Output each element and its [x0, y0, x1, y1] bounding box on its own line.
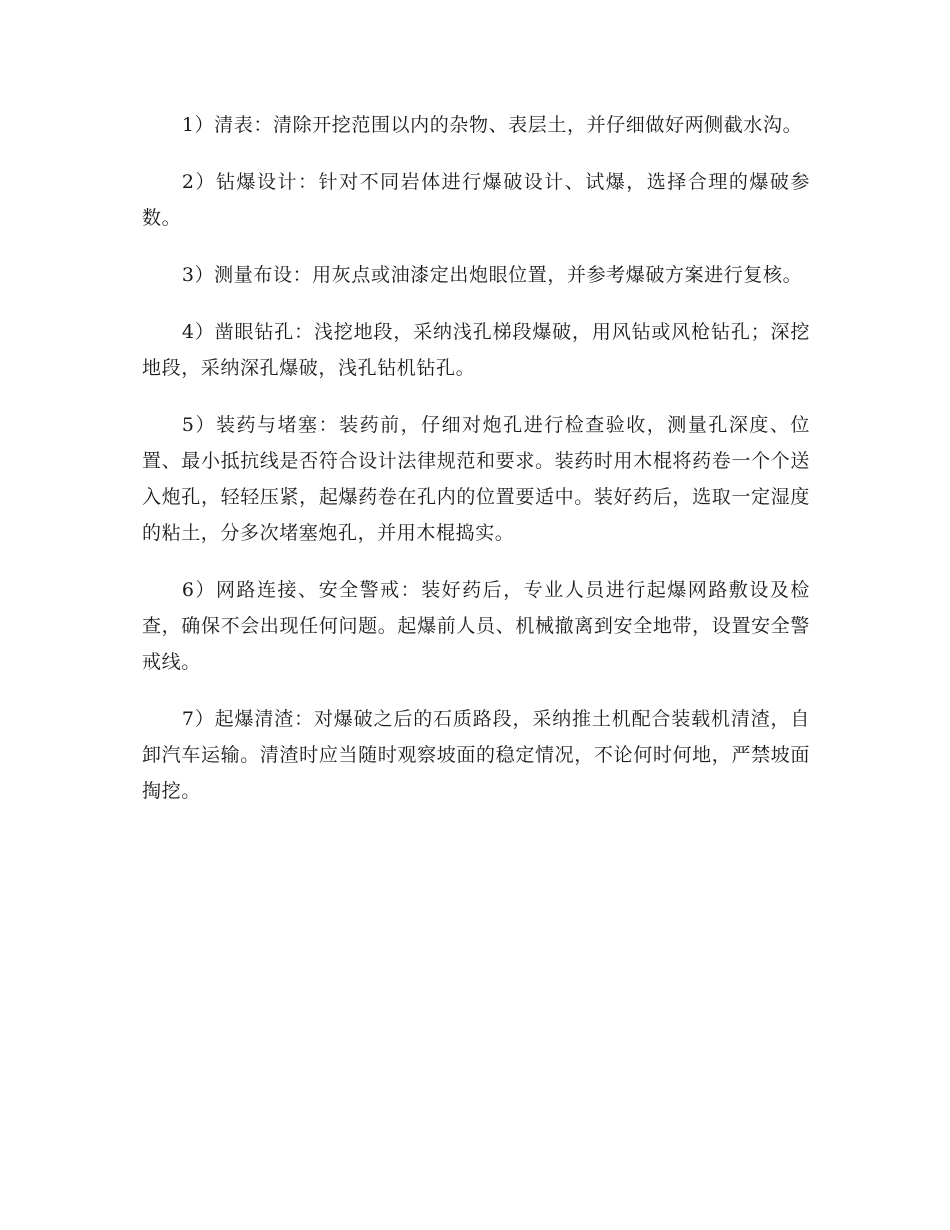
- paragraph-step-1: 1）清表：清除开挖范围以内的杂物、表层土，并仔细做好两侧截水沟。: [181, 114, 803, 136]
- paragraph-step-7: 7）起爆清渣：对爆破之后的石质路段，采纳推土机配合装载机清渣，自卸汽车运输。清渣时应当随时观察坡面的稳定情况，不论何时何地，严禁坡面掏挖。: [142, 708, 810, 802]
- paragraph-step-5: 5）装药与堵塞：装药前，仔细对炮孔进行检查验收，测量孔深度、位置、最小抵抗线是否符合设计法律规范和要求。装药时用木棍将药卷一个个送入炮孔，轻轻压紧，起爆药卷在孔内的位置要适中。装好药后，选取一定湿度的粘土，分多次堵塞炮孔，并用木棍捣实。: [142, 414, 810, 544]
- paragraph-step-6: 6）网路连接、安全警戒：装好药后，专业人员进行起爆网路敷设及检查，确保不会出现任何问题。起爆前人员、机械撤离到安全地带，设置安全警戒线。: [142, 579, 810, 673]
- paragraph-step-3: 3）测量布设：用灰点或油漆定出炮眼位置，并参考爆破方案进行复核。: [181, 264, 803, 286]
- paragraph-step-2: 2）钻爆设计：针对不同岩体进行爆破设计、试爆，选择合理的爆破参数。: [142, 171, 810, 229]
- document-body: [142, 107, 810, 830]
- paragraph-step-4: 4）凿眼钻孔：浅挖地段，采纳浅孔梯段爆破，用风钻或风枪钻孔；深挖地段，采纳深孔爆破，浅孔钻机钻孔。: [142, 321, 810, 379]
